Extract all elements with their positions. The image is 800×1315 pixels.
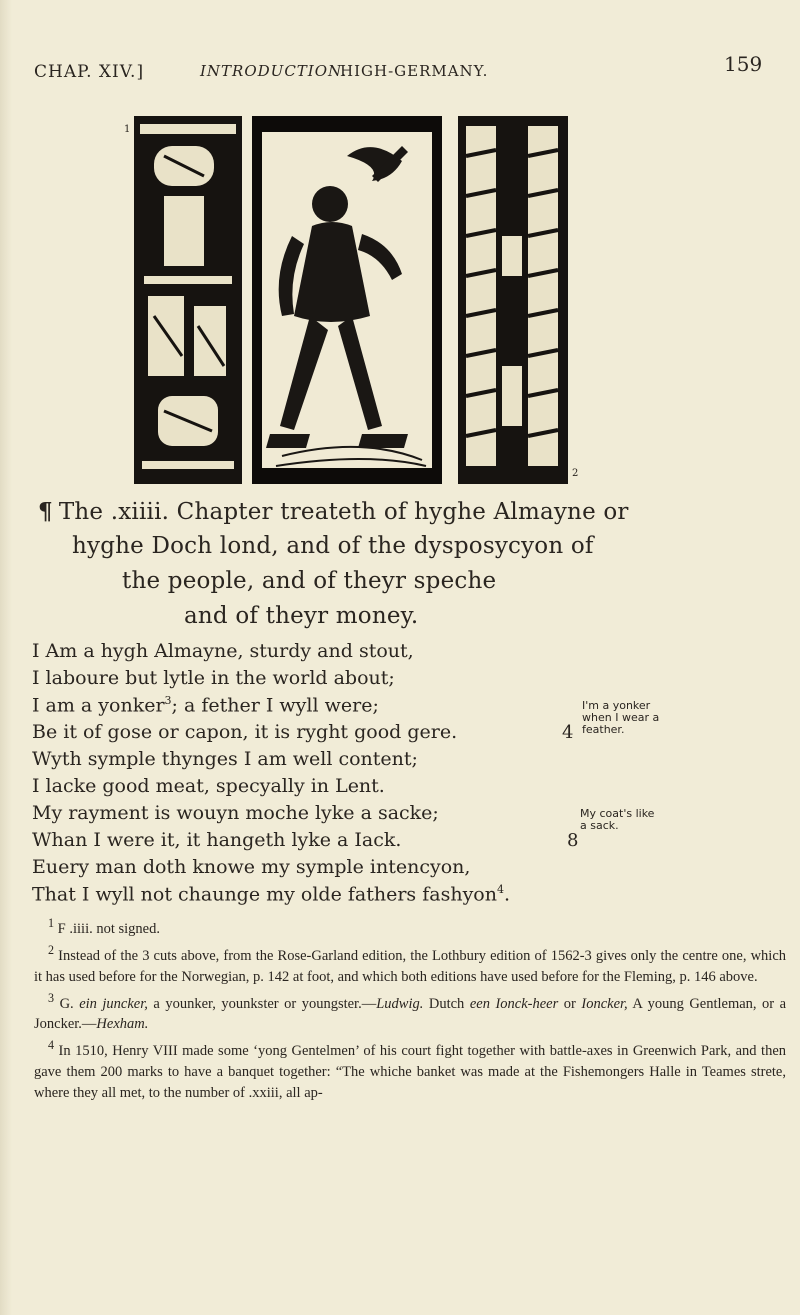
footnote-3-text-f: een Ionck-heer xyxy=(469,995,559,1012)
side-note-yonker: I'm a yonker when I wear a feather. xyxy=(582,699,660,736)
verse-line-3 xyxy=(32,694,379,716)
chapter-heading-line-4: and of theyr money. xyxy=(184,603,419,629)
footnotes xyxy=(34,913,786,1104)
footnote-4-mark: 4 xyxy=(48,1038,55,1053)
verse-line-2: I laboure but lytle in the world about; xyxy=(32,667,395,689)
chapter-heading-line-3: the people, and of theyr speche xyxy=(122,568,497,594)
page-edge xyxy=(0,0,12,1315)
pilcrow-mark: ¶ xyxy=(38,498,53,525)
woodcut-centre-art xyxy=(252,116,442,484)
verse-line-10-end: . xyxy=(503,883,511,906)
footnote-3-mark: 3 xyxy=(48,990,55,1005)
footnote-2 xyxy=(34,940,786,988)
verse-line-4: Be it of gose or capon, it is ryght good gere. xyxy=(32,721,458,743)
verse-line-7: My rayment is wouyn moche lyke a sacke; xyxy=(32,802,439,824)
footnote-3-text-e: Dutch xyxy=(428,995,465,1012)
footnote-1 xyxy=(34,913,786,940)
footnote-4 xyxy=(34,1035,786,1104)
verse-line-9: Euery man doth knowe my symple intencyon, xyxy=(32,856,471,878)
side-note-coat: My coat's like a sack. xyxy=(580,807,655,832)
woodcut-right-art xyxy=(458,116,568,484)
verse-line-6: I lacke good meat, specyally in Lent. xyxy=(32,775,385,797)
line-number-4: 4 xyxy=(562,722,574,743)
footnote-1-text: F .iiii. not signed. xyxy=(57,920,160,937)
woodcut-centre-figure xyxy=(252,116,442,484)
footnote-3-text-c: a younker, younkster or youngster.— xyxy=(153,995,377,1012)
verse-line-5: Wyth symple thynges I am well content; xyxy=(32,748,418,770)
footnote-3-text-i: A young Gentleman, or a Joncker.— xyxy=(34,995,787,1033)
verse-line-10 xyxy=(32,883,510,905)
line-number-8: 8 xyxy=(567,830,579,851)
chapter-heading-line-2: hyghe Doch lond, and of the dysposycyon of xyxy=(72,533,594,559)
footnote-ref-4: 4 xyxy=(496,883,504,896)
footnote-3-text-j: Hexham. xyxy=(96,1016,149,1033)
footnote-1-mark: 1 xyxy=(48,916,55,930)
figure-1-number: 1 xyxy=(124,124,131,135)
running-header-subtitle: HIGH-GERMANY. xyxy=(340,62,489,80)
footnote-3-text-g: or xyxy=(563,995,576,1012)
verse-line-3-end: ; a fether I wyll were; xyxy=(171,694,379,717)
page-number: 159 xyxy=(724,52,763,76)
footnote-3-text-a: G. xyxy=(59,995,74,1012)
heading-text-1: The .xiiii. Chapter treateth of hyghe Almayne or xyxy=(58,499,629,525)
running-header-chapter: CHAP. XIV.] xyxy=(34,62,145,82)
chapter-heading-line-1 xyxy=(38,494,629,530)
footnote-2-text: Instead of the 3 cuts above, from the Rose-Garland edition, the Lothbury edition of 1562-3 gives only the centre one, which it has used before for the Norwegian, p. 142 at foot, and which both editions have used before for the Fleming, p. 146 above. xyxy=(34,947,787,985)
footnote-ref-3: 3 xyxy=(164,694,172,707)
footnote-4-text: In 1510, Henry VIII made some ‘yong Gentelmen’ of his court fight together with battle-axes in Greenwich Park, and then gave them 200 marks to have a banquet together: “The whiche banket was made at the Fishemongers Halle in Teames strete, where they all met, to the number of .xxiii, all ap- xyxy=(34,1043,787,1102)
footnote-2-mark: 2 xyxy=(48,942,55,957)
running-header-title: INTRODUCTION. xyxy=(200,62,347,80)
figure-2-number: 2 xyxy=(572,468,579,479)
verse-line-8: Whan I were it, it hangeth lyke a Iack. xyxy=(32,829,402,851)
verse-line-10-start: That I wyll not chaunge my olde fathers fashyon xyxy=(32,883,497,906)
verse-line-1: I Am a hygh Almayne, sturdy and stout, xyxy=(32,640,414,662)
woodcut-left-art xyxy=(134,116,242,484)
footnote-3-text-b: ein juncker, xyxy=(79,995,148,1012)
footnote-3-text-h: Ioncker, xyxy=(581,995,628,1012)
footnote-3 xyxy=(34,988,786,1036)
footnote-3-text-d: Ludwig. xyxy=(376,995,424,1012)
woodcut-left-panel xyxy=(134,116,242,484)
verse-line-3-start: I am a yonker xyxy=(32,694,165,717)
woodcut-right-panel xyxy=(458,116,568,484)
